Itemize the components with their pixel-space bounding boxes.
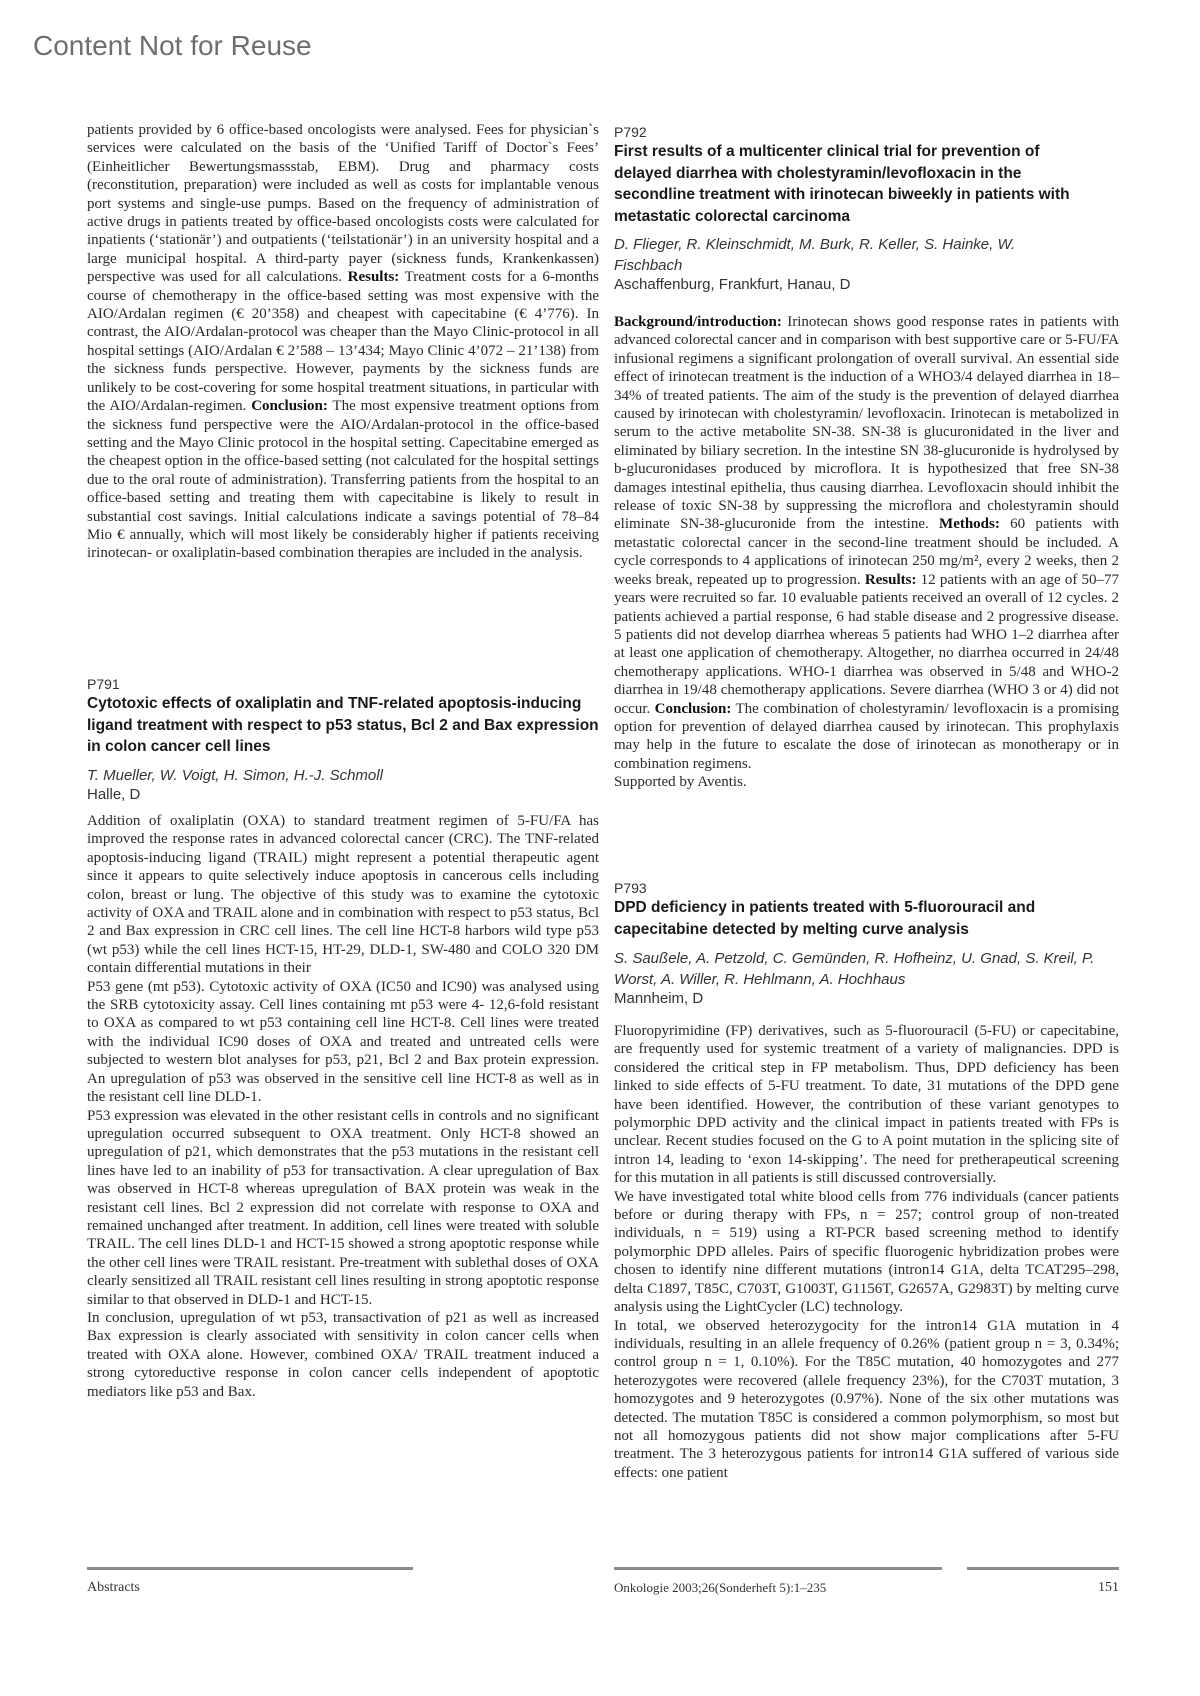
text: 12 patients with an age of 50–77 years were recruited so far. 10 evaluable patients received an overall of 12 cycles. 2 patients achieved a partial response, 6 had stable disease and 2 progressive disease. 5 patients did not develop diarrhea whereas 5 patients had WHO 1–2 diarrhea after at least one application of chemotherapy. Altogether, no diarrhea occurred in 24/48 chemotherapy applications. WHO-1 diarrhea was observed in 5/48 and WHO-2 diarrhea in 19/48 chemotherapy applications. Severe diarrhea (WHO 3 or 4) did not occur.: [614, 571, 1120, 717]
abstract-title: First results of a multicenter clinical trial for prevention of delayed diarrhea with cholestyramin/levofloxacin in the secondline treatment with irinotecan biweekly in patients with metastatic colorectal carcinoma: [614, 143, 1070, 225]
text: Irinotecan shows good response rates in patients with advanced colorectal cancer and in comparison with best supportive care or 5-FU/FA infusional regimens a significant prolongation of overall survival. An essential side effect of irinotecan treatment is the induction of a WHO3/4 delayed diarrhea in 18–34% of treated patients. The aim of the study is the prevention of delayed diarrhea caused by irinotecan with cholestyramin/ levofloxacin. Irinotecan is metabolized in serum to the active metabolite SN-38. SN-38 is glucuronidated in the liver and eliminated by biliary secretion. In the intestine SN 38-glucuronide is hydrolysed by b-glucuronidases produced by microflora. It is hypothesized that free SN-38 damages intestinal epithelia, thus causing diarrhea. Levofloxacin should inhibit the release of toxic SN-38 by suppressing the microflora and cholestyramin should eliminate SN-38-glucuronide from the intestine.: [614, 314, 1119, 533]
results-label: Results:: [864, 571, 917, 588]
text: The most expensive treatment options from the sickness fund perspective were the AIO/Ardalan-protocol in the office-based setting and the Mayo Clinic protocol in the hospital setting. Capecitabine emerged as the cheapest option in the office-based setting (not calculated for the hospital settings due to the oral route of administration). Transferring patients from the hospital to an office-based setting and treating them with capecitabine is likely to result in substantial cost savings. Initial calculations indicate a savings potential of 78–84 Mio € annually, which will most likely be considerably higher if patients receiving irinotecan- or oxaliplatin-based combination therapies are included in the analysis.: [87, 398, 599, 562]
results-label: Results:: [347, 269, 400, 286]
paragraph: Fluoropyrimidine (FP) derivatives, such as 5-fluorouracil (5-FU) or capecitabine, are frequently used for systemic treatment of a variety of malignancies. DPD is considered the critical step in FP metabolism. Thus, DPD deficiency has been linked to side effects of 5-FU treatment. To date, 31 mutations of the DPD gene have been identified. However, the contribution of these variant genotypes to polymorphic DPD activity and the clinical impact in patients treated with FPs is unclear. Recent studies focused on the G to A point mutation in the splicing site of intron 14, leading to ‘exon 14-skipping’. The need for pretherapeutical screening for this mutation in all patients is still discussed controversially.: [614, 1023, 1119, 1187]
text: Treatment costs for a 6-months course of chemotherapy in the office-based setting was most expensive with the AIO/Ardalan regimen (€ 20’358) and cheapest with capecitabine (€ 4’776). In contrast, the AIO/Ardalan-protocol was cheaper than the Mayo Clinic-protocol in all hospital settings (AIO/Ardalan € 2’588 – 13’434; Mayo Clinic 4’072 – 21’138) from the sickness funds perspective. However, payments by the sickness funds are unlikely to be cost-covering for some hospital treatment situations, in particular with the AIO/Ardalan-regimen.: [87, 269, 599, 415]
abstract-id: P793: [614, 880, 647, 896]
text: patients provided by 6 office-based oncologists were analysed. Fees for physician`s services were calculated on the basis of the ‘Unified Tariff of Doctor`s Fees’ (Einheitlicher Bewertungsmassstab, EBM). Drug and pharmacy costs (reconstitution, preparation) were included as well as costs for implantable venous port systems and single-use pumps. Based on the frequency of administration of active drugs in patients treated by office-based oncologists costs were calculated for inpatients (‘stationär’) and outpatients (‘teilstationär’) in an university hospital and a large municipal hospital. A third-party payer (sickness funds, Krankenkassen) perspective was used for all calculations.: [87, 122, 599, 286]
page-number: 151: [1098, 1580, 1119, 1595]
footer-journal: Onkologie 2003;26(Sonderheft 5):1–235: [614, 1580, 827, 1595]
conclusion-label: Conclusion:: [654, 700, 732, 717]
abstract-id: P791: [87, 676, 120, 692]
footer-rule: [614, 1567, 942, 1570]
abstract-id: P792: [614, 124, 647, 140]
footer-section: Abstracts: [87, 1580, 140, 1595]
methods-label: Methods:: [939, 516, 1000, 533]
footer-rule: [87, 1567, 413, 1570]
conclusion-label: Conclusion:: [251, 398, 328, 415]
paragraph: [87, 121, 599, 563]
background-label: Background/introduction:: [614, 314, 782, 330]
abstract-location: Aschaffenburg, Frankfurt, Hanau, D: [614, 276, 851, 293]
abstract-title: DPD deficiency in patients treated with 5-fluorouracil and capecitabine detected by melting curve analysis: [614, 899, 1036, 938]
previous-abstract-continuation: [87, 121, 599, 563]
abstract-body: [614, 1022, 1119, 1482]
text: 60 patients with metastatic colorectal cancer in the second-line treatment should be included. A cycle corresponds to 4 applications of irinotecan 250 mg/m², every 2 weeks, then 2 weeks break, repeated up to progression.: [614, 516, 1119, 588]
abstract-title: Cytotoxic effects of oxaliplatin and TNF-related apoptosis-inducing ligand treatment with respect to p53 status, Bcl 2 and Bax expression in colon cancer cell lines: [87, 695, 599, 755]
text: The combination of cholestyramin/ levofloxacin is a promising option for prevention of delayed diarrhea caused by irinotecan. This prophylaxis may help in the future to escalate the dose of irinotecan as monotherapy or in combination regimens.: [614, 700, 1119, 772]
paragraph: In total, we observed heterozygocity for the intron14 G1A mutation in 4 individuals, resulting in an allele frequency of 0.26% (patient group n = 3, 0.34%; control group n = 1, 0.10%). For the T85C mutation, 40 homozygotes and 277 heterozygotes were recovered (allele frequency 23%), for the C703T mutation, 3 homozygotes and 9 heterozygotes (0.97%). None of the six other mutations was detected. The mutation T85C is considered a common polymorphism, so most but not all homozygous patients did not show major complications after 5-FU treatment. The 3 heterozygous patients for intron14 G1A suffered of various side effects: one patient: [614, 1317, 1119, 1481]
abstract-body: [614, 313, 1119, 792]
abstract-authors: T. Mueller, W. Voigt, H. Simon, H.-J. Schmoll: [87, 767, 383, 784]
paragraph: P53 expression was elevated in the other resistant cells in controls and no significant upregulation occurred subsequent to OXA treatment. Only HCT-8 showed an upregulation of p21, which demonstrates that the p53 mutations in the resistant cell lines have led to an inability of p53 for transactivation. A clear upregulation of Bax was observed in HCT-8 whereas upregulation of BAX protein was weak in the resistant cell lines. Bcl 2 expression did not correlate with response to OXA and remained unchanged after treatment. In addition, cell lines were treated with soluble TRAIL. The cell lines DLD-1 and HCT-15 showed a strong apoptotic response while the other cell lines were TRAIL resistant. Pre-treatment with sublethal doses of OXA clearly sensitized all TRAIL resistant cell lines resulting in strong apoptotic response similar to that observed in DLD-1 and HCT-15.: [87, 1107, 599, 1308]
abstract-location: Halle, D: [87, 786, 141, 803]
paragraph: Addition of oxaliplatin (OXA) to standard treatment regimen of 5-FU/FA has improved the response rates in advanced colorectal cancer (CRC). The TNF-related apoptosis-inducing ligand (TRAIL) might represent a potential therapeutic agent since it appears to quite selectively induce apoptosis in cancerous cells including colon, breast or lung. The objective of this study was to examine the cytotoxic activity of OXA and TRAIL alone and in combination with respect to p53 status, Bcl 2 and Bax expression in CRC cell lines. The cell line HCT-8 harbors wild type p53 (wt p53) while the cell lines HCT-15, HT-29, DLD-1, SW-480 and COLO 320 DM contain differential mutations in their: [87, 813, 599, 977]
footer-rule: [967, 1567, 1119, 1570]
abstract-authors: S. Saußele, A. Petzold, C. Gemünden, R. Hofheinz, U. Gnad, S. Kreil, P. Worst, A. Willer, R. Hehlmann, A. Hochhaus: [614, 950, 1095, 988]
watermark: Content Not for Reuse: [33, 30, 312, 61]
paragraph: We have investigated total white blood cells from 776 individuals (cancer patients before or during therapy with FPs, n = 257; control group of non-treated individuals, n = 519) using a RT-PCR based screening method to identify polymorphic DPD alleles. Pairs of specific fluorogenic hybridization probes were chosen to identify nine different mutations (intron14 G1A, delta TCAT295–298, delta C1897, T85C, C703T, G1003T, G1156T, G2657A, G2983T) by melting curve analysis using the LightCycler (LC) technology.: [614, 1188, 1119, 1316]
paragraph: [614, 313, 1119, 773]
support-note: Supported by Aventis.: [614, 774, 747, 791]
abstract-body: [87, 812, 599, 1401]
paragraph: In conclusion, upregulation of wt p53, transactivation of p21 as well as increased Bax expression is clearly associated with sensitivity in colon cancer cells when treated with OXA alone. However, combined OXA/ TRAIL treatment induced a strong cytoreductive response in colon cancer cells independent of apoptotic mediators like p53 and Bax.: [87, 1309, 599, 1400]
paragraph: P53 gene (mt p53). Cytotoxic activity of OXA (IC50 and IC90) was analysed using the SRB cytotoxicity assay. Cell lines containing mt p53 were 4- 12,6-fold resistant to OXA as compared to wt p53 containing cell line HCT-8. Cell lines were treated with the individual IC90 doses of OXA and treated and untreated cells were subjected to western blot analyses for p53, p21, Bcl 2 and Bax protein expression. An upregulation of p53 was observed in the sensitive cell line HCT-8 as well as in the resistant cell line DLD-1.: [87, 978, 599, 1106]
abstract-location: Mannheim, D: [614, 990, 704, 1007]
abstract-authors: D. Flieger, R. Kleinschmidt, M. Burk, R. Keller, S. Hainke, W. Fischbach: [614, 236, 1016, 274]
